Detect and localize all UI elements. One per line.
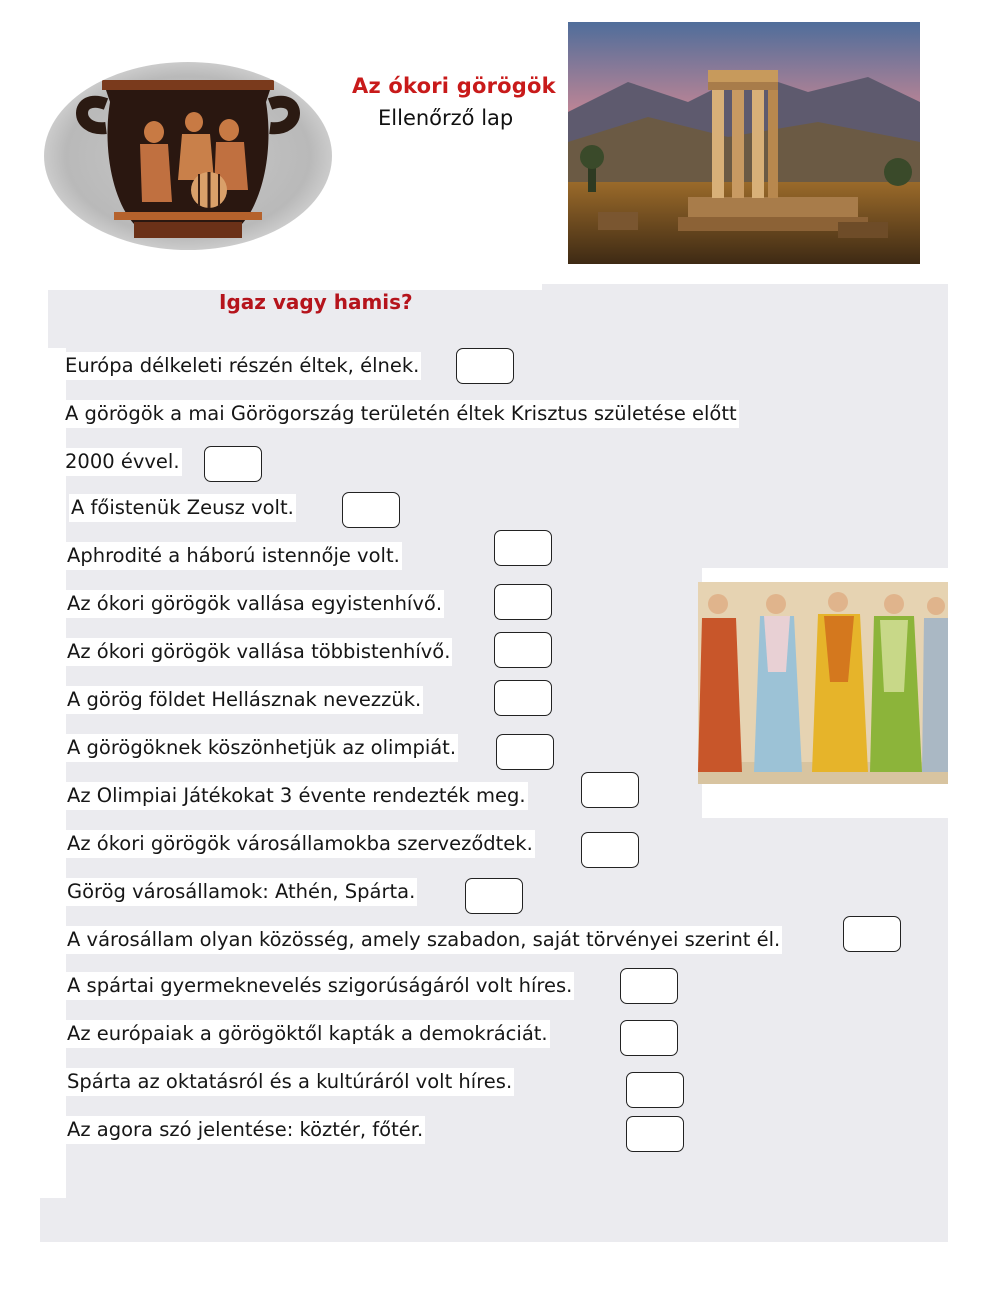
statement-6: Az ókori görögök vallása többistenhívő. xyxy=(65,638,452,666)
statement-3: A főistenük Zeusz volt. xyxy=(69,494,296,522)
statement-8: A görögöknek köszönhetjük az olimpiát. xyxy=(65,734,458,762)
statement-5: Az ókori görögök vallása egyistenhívő. xyxy=(65,590,444,618)
statement-11: Görög városállamok: Athén, Spárta. xyxy=(65,878,417,906)
answer-box-9[interactable] xyxy=(581,772,639,808)
answer-box-4[interactable] xyxy=(494,530,552,566)
answer-box-5[interactable] xyxy=(494,584,552,620)
answer-box-8[interactable] xyxy=(496,734,554,770)
statement-9: Az Olimpiai Játékokat 3 évente rendezték meg. xyxy=(65,782,528,810)
statement-15: Spárta az oktatásról és a kultúráról volt híres. xyxy=(65,1068,514,1096)
statement-7: A görög földet Hellásznak nevezzük. xyxy=(65,686,423,714)
statement-14: Az európaiak a görögöktől kapták a demokráciát. xyxy=(65,1020,550,1048)
statement-10: Az ókori görögök városállamokba szerveződtek. xyxy=(65,830,535,858)
statement-12: A városállam olyan közösség, amely szabadon, saját törvényei szerint él. xyxy=(65,926,782,954)
answer-box-7[interactable] xyxy=(494,680,552,716)
answer-box-13[interactable] xyxy=(620,968,678,1004)
statement-2-continued: 2000 évvel. xyxy=(63,448,182,476)
statement-2: A görögök a mai Görögország területén éltek Krisztus születése előtt xyxy=(63,400,739,428)
answer-box-15[interactable] xyxy=(626,1072,684,1108)
greek-women-illustration xyxy=(698,582,948,784)
answer-box-6[interactable] xyxy=(494,632,552,668)
answer-box-10[interactable] xyxy=(581,832,639,868)
answer-box-12[interactable] xyxy=(843,916,901,952)
answer-box-11[interactable] xyxy=(465,878,523,914)
content-panel-bottom xyxy=(40,1196,948,1242)
delphi-tholos-image xyxy=(568,22,920,264)
answer-box-1[interactable] xyxy=(456,348,514,384)
answer-box-16[interactable] xyxy=(626,1116,684,1152)
panel-top-strip xyxy=(542,284,948,290)
statement-1: Európa délkeleti részén éltek, élnek. xyxy=(63,352,421,380)
statement-13: A spártai gyermeknevelés szigorúságáról volt híres. xyxy=(65,972,574,1000)
answer-box-3[interactable] xyxy=(342,492,400,528)
greek-vase-image xyxy=(44,62,332,250)
statement-16: Az agora szó jelentése: köztér, főtér. xyxy=(65,1116,425,1144)
worksheet-subtitle: Ellenőrző lap xyxy=(378,106,514,130)
statement-4: Aphrodité a háború istennője volt. xyxy=(65,542,402,570)
section-title: Igaz vagy hamis? xyxy=(219,290,413,314)
answer-box-2[interactable] xyxy=(204,446,262,482)
answer-box-14[interactable] xyxy=(620,1020,678,1056)
worksheet-title: Az ókori görögök xyxy=(352,74,556,98)
